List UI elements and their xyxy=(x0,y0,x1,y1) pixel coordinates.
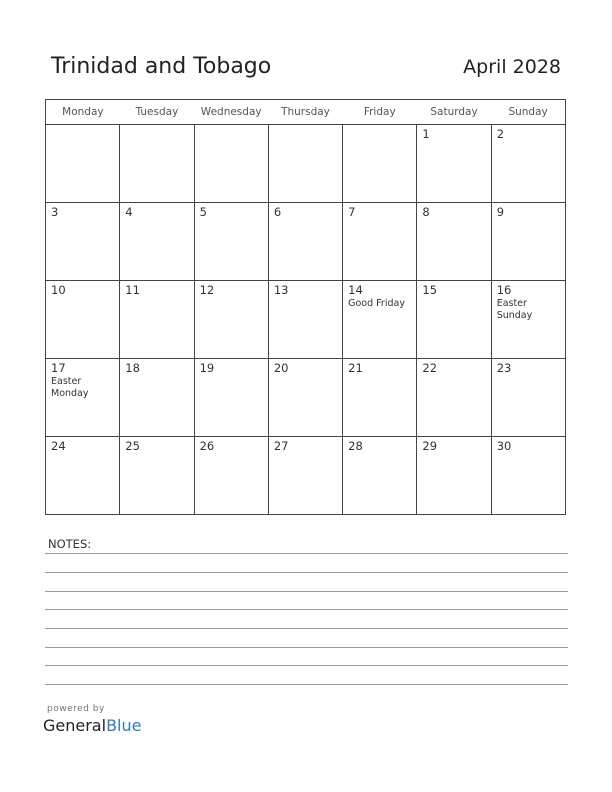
day-number: 10 xyxy=(51,283,66,297)
calendar-day-cell xyxy=(417,359,491,437)
notes-line xyxy=(45,572,568,573)
day-number: 27 xyxy=(273,439,289,453)
notes-line xyxy=(45,591,568,592)
calendar-day-cell xyxy=(268,203,342,281)
page-title: Trinidad and Tobago xyxy=(51,54,272,79)
notes-line xyxy=(45,628,568,629)
calendar-body xyxy=(46,125,566,515)
day-number: 19 xyxy=(199,361,215,375)
day-number: 29 xyxy=(422,439,438,453)
calendar-day-cell xyxy=(46,203,120,281)
weekday-tuesday: Tuesday xyxy=(120,100,194,125)
day-number: 24 xyxy=(51,439,66,453)
weekday-friday: Friday xyxy=(343,100,417,125)
notes-line xyxy=(45,609,568,610)
day-number: 13 xyxy=(273,283,289,297)
notes-line xyxy=(45,665,568,666)
calendar-day-cell xyxy=(491,437,565,515)
day-number: 4 xyxy=(125,205,133,219)
calendar-day-cell xyxy=(417,125,491,203)
calendar-day-cell xyxy=(194,203,268,281)
calendar-day-cell xyxy=(491,359,565,437)
notes-label: NOTES: xyxy=(48,537,92,551)
calendar-day-cell xyxy=(120,203,194,281)
day-number: 6 xyxy=(273,205,282,219)
day-number: 17 xyxy=(51,361,66,375)
calendar-day-cell xyxy=(268,125,342,203)
calendar-day-cell xyxy=(343,281,417,359)
day-number: 23 xyxy=(496,361,512,375)
weekday-wednesday: Wednesday xyxy=(194,100,268,125)
day-number: 26 xyxy=(199,439,215,453)
calendar-day-cell xyxy=(120,125,194,203)
brand-blue: Blue xyxy=(106,716,142,735)
day-number: 16 xyxy=(496,283,512,297)
calendar-grid xyxy=(45,99,566,515)
calendar-day-cell xyxy=(194,125,268,203)
calendar-day-cell xyxy=(417,281,491,359)
calendar-day-cell xyxy=(491,125,565,203)
calendar-day-cell xyxy=(268,281,342,359)
day-number: 30 xyxy=(496,439,512,453)
notes-line xyxy=(45,684,568,685)
calendar-day-cell xyxy=(343,125,417,203)
day-number: 3 xyxy=(51,205,59,219)
calendar-day-cell xyxy=(120,437,194,515)
day-number: 21 xyxy=(348,361,363,375)
month-label: April 2028 xyxy=(463,56,561,78)
holiday-label: Easter Sunday xyxy=(496,298,533,321)
day-number: 2 xyxy=(496,127,505,141)
powered-by-label: powered by xyxy=(47,704,105,714)
calendar-day-cell xyxy=(46,125,120,203)
day-number: 5 xyxy=(199,205,207,219)
calendar-week-row xyxy=(46,203,566,281)
day-number: 11 xyxy=(125,283,140,297)
weekday-monday: Monday xyxy=(46,100,120,125)
day-number: 25 xyxy=(125,439,140,453)
calendar-day-cell xyxy=(417,203,491,281)
calendar-day-cell xyxy=(343,359,417,437)
calendar-day-cell xyxy=(417,437,491,515)
calendar-day-cell xyxy=(46,281,120,359)
day-number: 9 xyxy=(496,205,505,219)
day-number: 22 xyxy=(422,361,438,375)
notes-line xyxy=(45,647,568,648)
day-number: 12 xyxy=(199,283,215,297)
weekday-thursday: Thursday xyxy=(268,100,342,125)
weekday-sunday: Sunday xyxy=(491,100,565,125)
brand-general: General xyxy=(43,716,107,735)
holiday-label: Easter Monday xyxy=(51,376,89,399)
calendar-day-cell xyxy=(120,281,194,359)
day-number: 18 xyxy=(125,361,140,375)
notes-line xyxy=(45,553,568,554)
calendar-day-cell xyxy=(46,359,120,437)
day-number: 7 xyxy=(348,205,356,219)
calendar-day-cell xyxy=(194,281,268,359)
calendar-day-cell xyxy=(194,437,268,515)
calendar-day-cell xyxy=(491,281,565,359)
day-number: 15 xyxy=(422,283,438,297)
calendar-week-row xyxy=(46,125,566,203)
calendar-day-cell xyxy=(343,437,417,515)
day-number: 20 xyxy=(273,361,289,375)
day-number: 14 xyxy=(348,283,363,297)
weekday-saturday: Saturday xyxy=(417,100,491,125)
calendar-day-cell xyxy=(120,359,194,437)
calendar-week-row xyxy=(46,437,566,515)
calendar-week-row xyxy=(46,359,566,437)
holiday-label: Good Friday xyxy=(348,298,405,309)
day-number: 28 xyxy=(348,439,363,453)
day-number: 1 xyxy=(422,127,430,141)
weekday-header-row xyxy=(46,100,566,125)
calendar-day-cell xyxy=(343,203,417,281)
calendar-day-cell xyxy=(268,359,342,437)
calendar-day-cell xyxy=(491,203,565,281)
calendar-day-cell xyxy=(46,437,120,515)
calendar-week-row xyxy=(46,281,566,359)
calendar-day-cell xyxy=(268,437,342,515)
generalblue-logo xyxy=(43,716,141,735)
calendar-day-cell xyxy=(194,359,268,437)
day-number: 8 xyxy=(422,205,430,219)
